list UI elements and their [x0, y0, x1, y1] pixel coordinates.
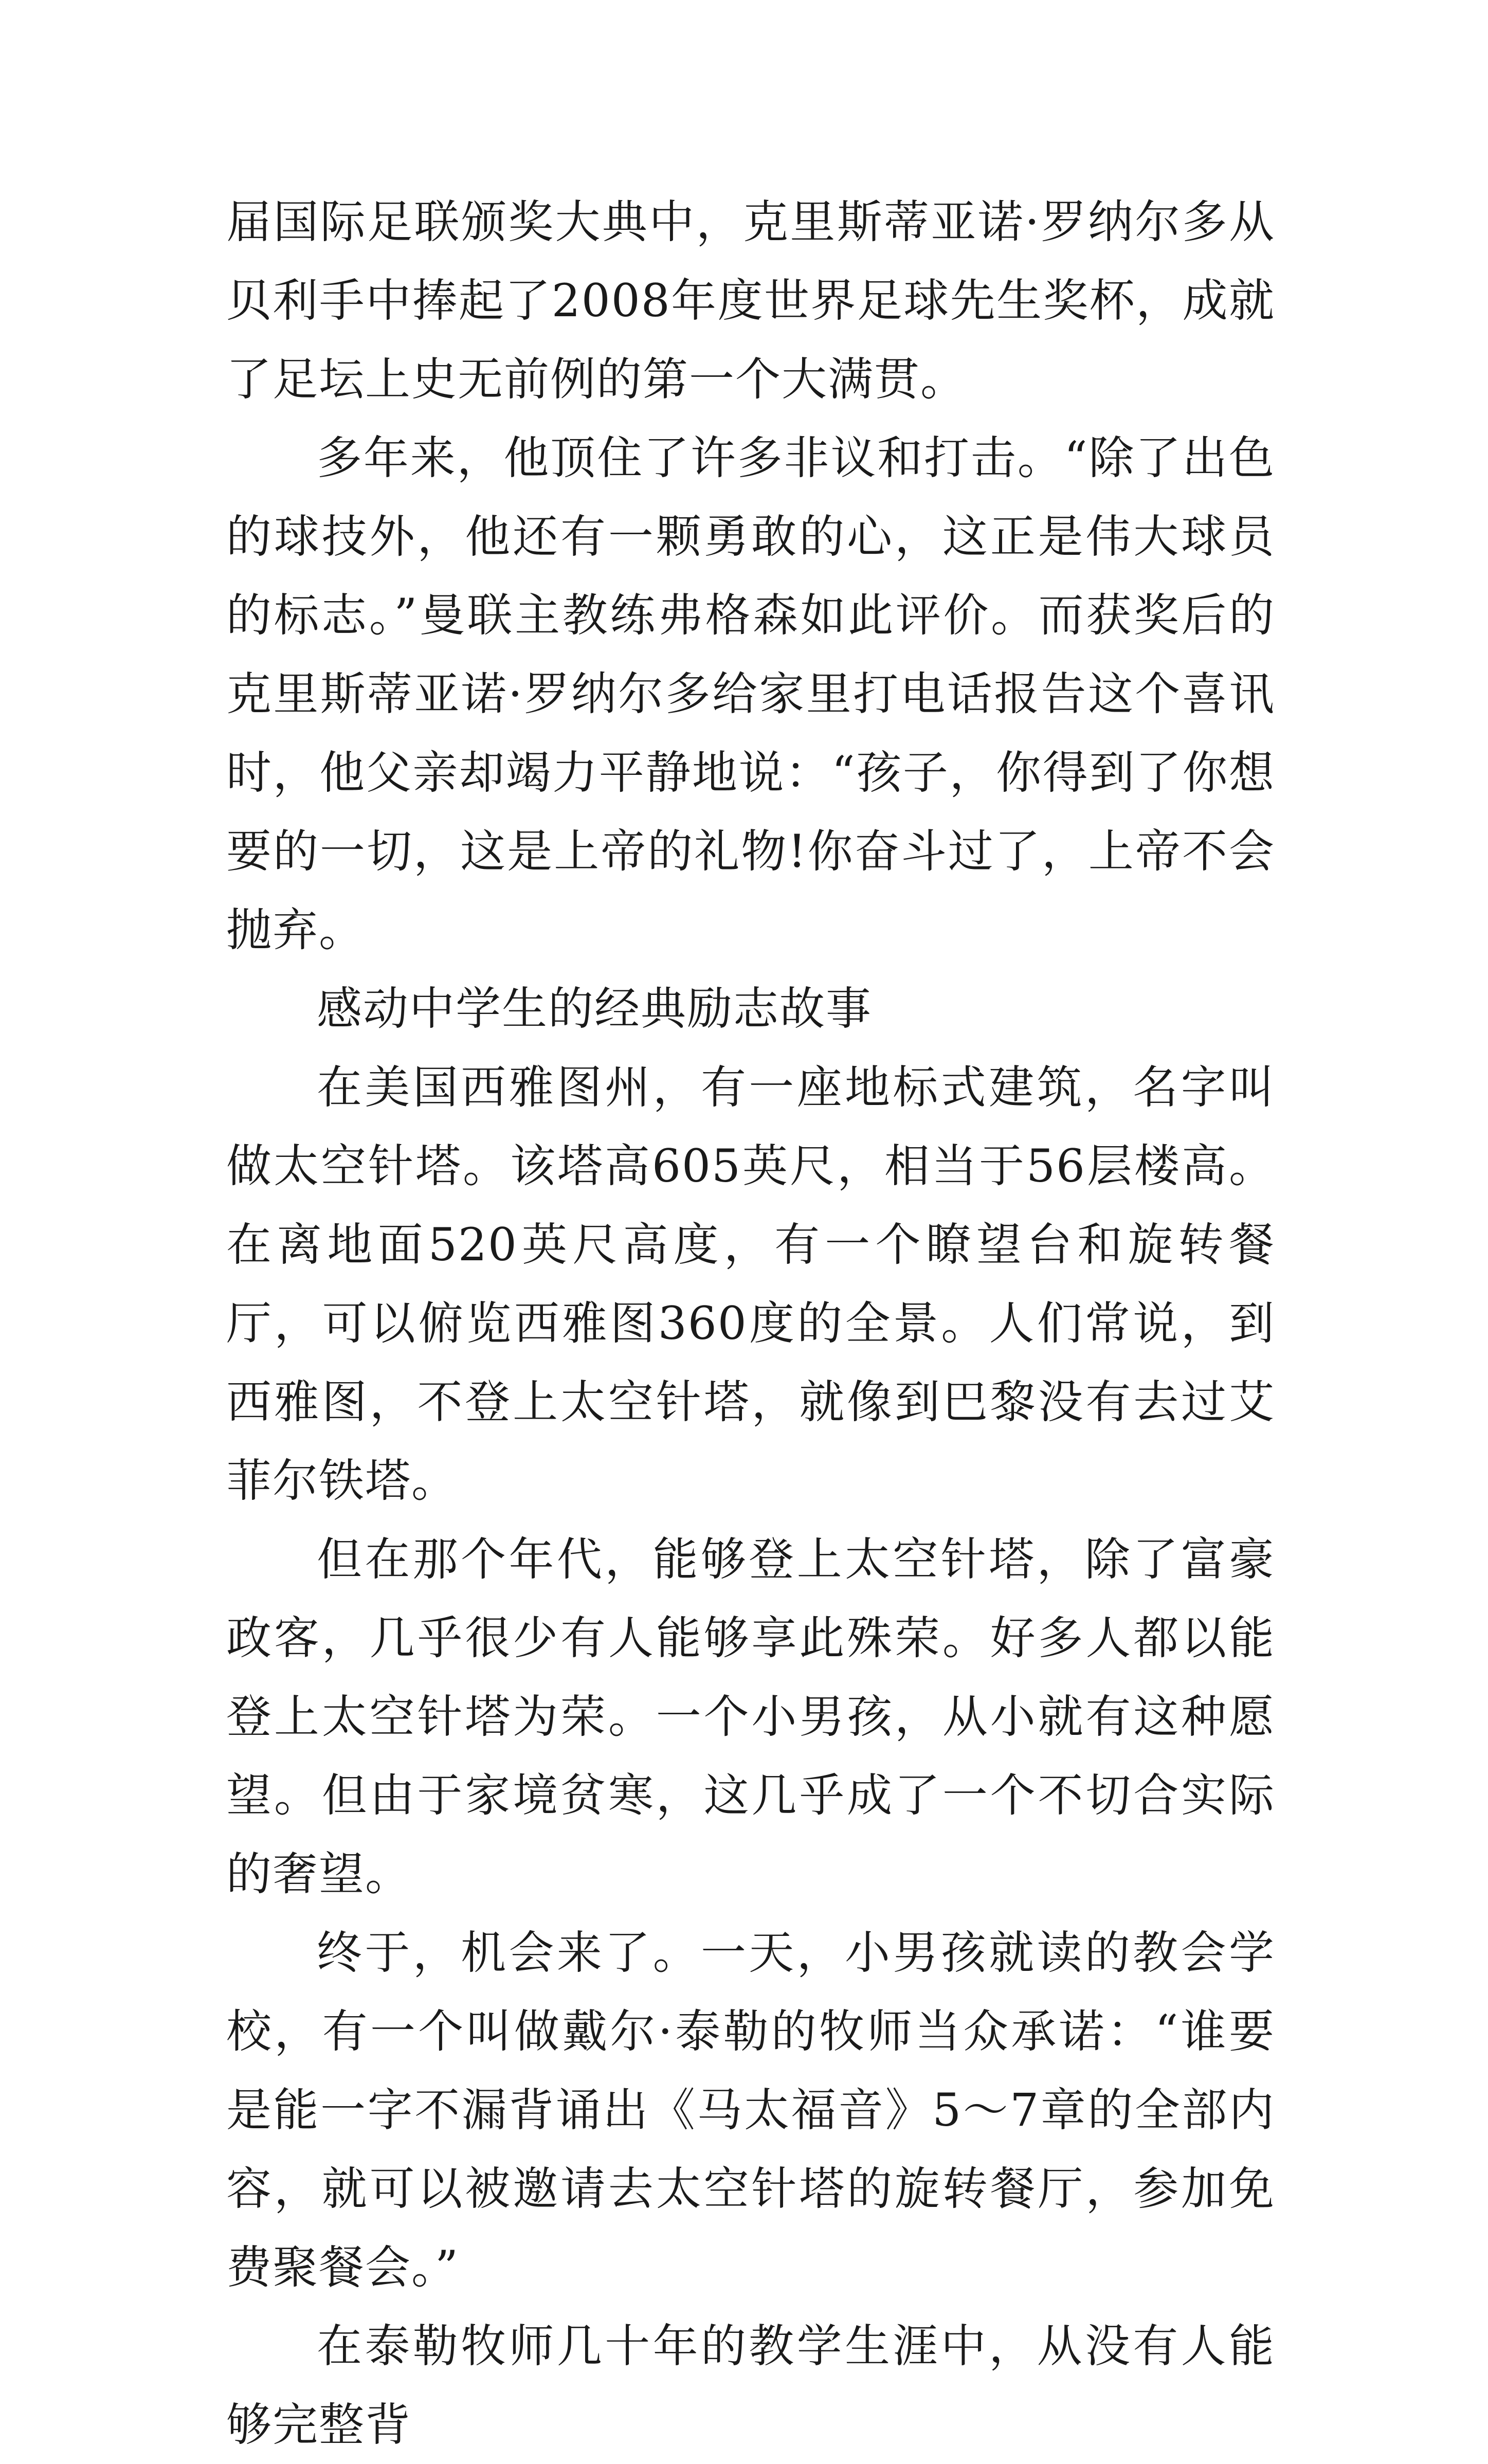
paragraph-3: 在美国西雅图州，有一座地标式建筑，名字叫做太空针塔。该塔高605英尺，相当于56层楼高。在离地面520英尺高度，有一个瞭望台和旋转餐厅，可以俯览西雅图360度的全景。人们常说，到西雅图，不登上太空针塔，就像到巴黎没有去过艾菲尔铁塔。 [226, 1061, 1275, 1507]
paragraph-5: 终于，机会来了。一天，小男孩就读的教会学校，有一个叫做戴尔·泰勒的牧师当众承诺：“谁要是能一字不漏背诵出《马太福音》5～7章的全部内容，就可以被邀请去太空针塔的旋转餐厅，参加免费聚餐会。” [226, 1926, 1275, 2294]
paragraph-2: 多年来，他顶住了许多非议和打击。“除了出色的球技外，他还有一颗勇敢的心，这正是伟大球员的标志。”曼联主教练弗格森如此评价。而获奖后的克里斯蒂亚诺·罗纳尔多给家里打电话报告这个喜讯时，他父亲却竭力平静地说：“孩子，你得到了你想要的一切，这是上帝的礼物!你奋斗过了，上帝不会抛弃。 [226, 431, 1275, 956]
paragraph-1: 届国际足联颁奖大典中，克里斯蒂亚诺·罗纳尔多从贝利手中捧起了2008年度世界足球先生奖杯，成就了足坛上史无前例的第一个大满贯。 [226, 195, 1275, 406]
paragraph-4: 但在那个年代，能够登上太空针塔，除了富豪政客，几乎很少有人能够享此殊荣。好多人都以能登上太空针塔为荣。一个小男孩，从小就有这种愿望。但由于家境贫寒，这几乎成了一个不切合实际的奢望。 [226, 1533, 1275, 1900]
section-heading: 感动中学生的经典励志故事 [317, 982, 873, 1035]
paragraph-6: 在泰勒牧师几十年的教学生涯中，从没有人能够完整背 [226, 2320, 1275, 2451]
body-text [226, 183, 1275, 2464]
